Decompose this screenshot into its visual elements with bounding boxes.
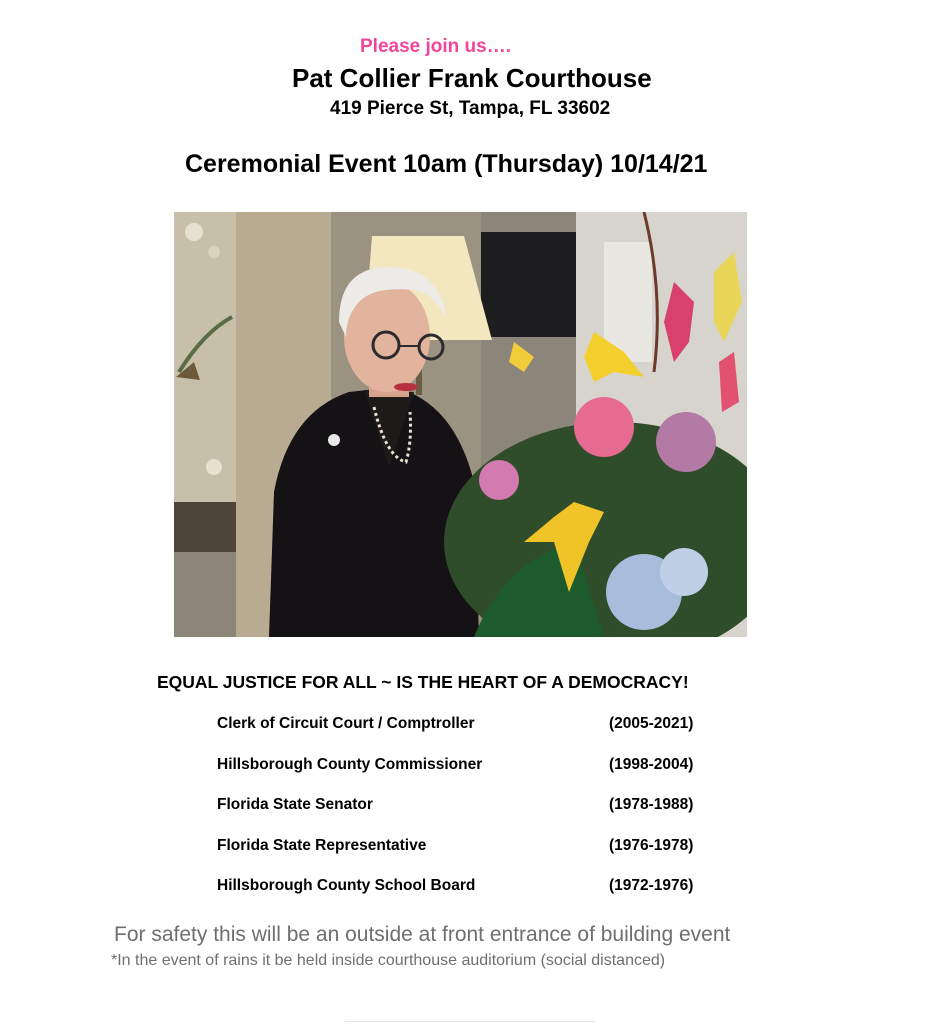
divider xyxy=(345,1021,595,1022)
career-role: Hillsborough County Commissioner xyxy=(217,756,483,773)
career-years: (1978-1988) xyxy=(609,796,694,813)
career-role: Florida State Representative xyxy=(217,837,427,854)
rain-note: *In the event of rains it be held inside courthouse auditorium (social distanced) xyxy=(111,952,666,969)
career-role: Florida State Senator xyxy=(217,796,373,813)
career-years: (1976-1978) xyxy=(609,837,694,854)
motto-heading: EQUAL JUSTICE FOR ALL ~ IS THE HEART OF A DEMOCRACY! xyxy=(157,672,689,692)
career-role: Hillsborough County School Board xyxy=(217,877,476,894)
portrait-photo xyxy=(174,212,747,637)
invite-heading: Please join us…. xyxy=(360,36,511,57)
career-years: (1972-1976) xyxy=(609,877,694,894)
career-years: (2005-2021) xyxy=(609,715,694,732)
safety-note: For safety this will be an outside at front entrance of building event xyxy=(114,923,731,946)
venue-address: 419 Pierce St, Tampa, FL 33602 xyxy=(330,98,611,119)
career-role: Clerk of Circuit Court / Comptroller xyxy=(217,715,475,732)
event-datetime: Ceremonial Event 10am (Thursday) 10/14/21 xyxy=(185,150,708,178)
venue-name: Pat Collier Frank Courthouse xyxy=(292,63,652,93)
career-years: (1998-2004) xyxy=(609,756,694,773)
